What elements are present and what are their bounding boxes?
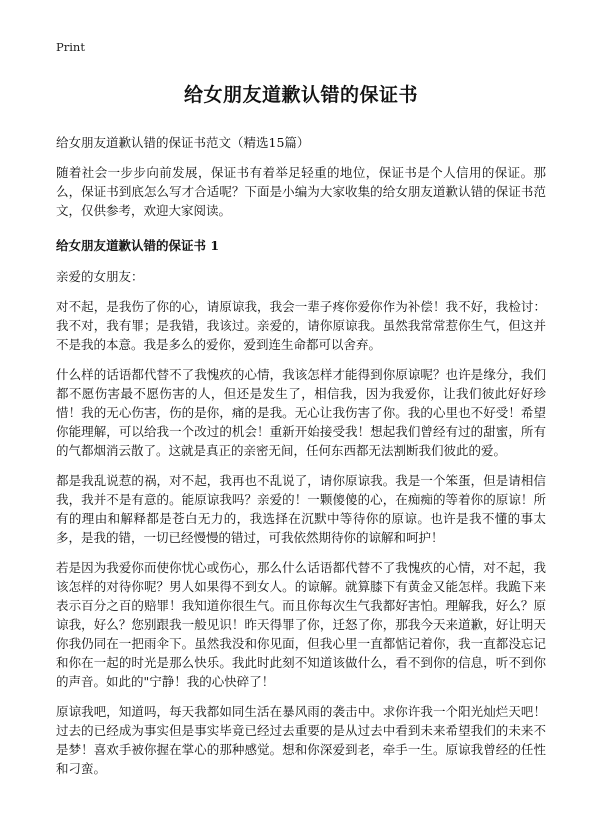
intro-paragraph: 随着社会一步步向前发展，保证书有着举足轻重的地位，保证书是个人信用的保证。那么，保证书到底怎么写才合适呢？下面是小编为大家收集的给女朋友道歉认错的保证书范文，仅供参考，欢迎大家阅读。 [56,165,546,218]
document-title: 给女朋友道歉认错的保证书 [183,84,418,106]
document-subtitle: 给女朋友道歉认错的保证书范文（精选15篇） [56,135,310,150]
body-paragraph-2: 什么样的话语都代替不了我愧疚的心情，我该怎样才能得到你原谅呢？也许是缘分，我们都不愿伤害最不愿伤害的人，但还是发生了，相信我，因为我爱你，让我们彼此好好珍惜！我的无心伤害，伤的是你，痛的是我。无心让我伤害了你。我的心里也不好受！希望你能理解，可以给我一个改过的机会！重新开始接受我！想起我们曾经有过的甜蜜，所有的气都烟消云散了。这就是真正的亲密无间，任何东西都无法割断我们彼此的爱。 [56,367,546,458]
body-paragraph-5: 原谅我吧，知道吗，每天我都如同生活在暴风雨的袭击中。求你许我一个阳光灿烂天吧！过去的已经成为事实但是事实毕竟已经过去重要的是从过去中看到未来希望我们的未来不是梦！喜欢手被你握在掌心的那种感觉。想和你深爱到老，牵手一生。原谅我曾经的任性和刁蛮。 [56,704,546,776]
body-paragraph-1: 对不起，是我伤了你的心，请原谅我，我会一辈子疼你爱你作为补偿！我不好，我检讨：我不对，我有罪；是我错，我该过。亲爱的，请你原谅我。虽然我常常惹你生气，但这并不是我的本意。我是多么的爱你，爱到连生命都可以舍弃。 [56,299,546,352]
body-paragraph-3: 都是我乱说惹的祸，对不起，我再也不乱说了，请你原谅我。我是一个笨蛋，但是请相信我，我并不是有意的。能原谅我吗？亲爱的！一颗傻傻的心，在痴痴的等着你的原谅！所有的理由和解释都是苍白无力的，我选择在沉默中等待你的原谅。也许是我不懂的事太多，是我的错，一切已经慢慢的错过，可我依然期待你的谅解和呵护！ [56,473,546,545]
body-paragraph-4: 若是因为我爱你而使你忧心或伤心，那么什么话语都代替不了我愧疚的心情，对不起，我该怎样的对待你呢？男人如果得不到女人。的谅解。就算膝下有黄金又能怎样。我跪下来表示百分之百的赔罪！我知道你很生气。而且你每次生气我都好害怕。理解我，好么？原谅我，好么？您别跟我一般见识！昨天得罪了你，迁怒了你，那我今天来道歉，好让明天你我仍同在一把雨伞下。虽然我没和你见面，但我心里一直都惦记着你，我一直都没忘记和你在一起的时光是那么快乐。我此时此刻不知道该做什么，看不到你的信息，听不到你的声音。如此的"宁静！我的心快碎了！ [56,560,546,689]
print-link[interactable]: Print [56,40,85,54]
section-heading: 给女朋友道歉认错的保证书 1 [56,238,220,253]
greeting: 亲爱的女朋友： [56,269,144,284]
